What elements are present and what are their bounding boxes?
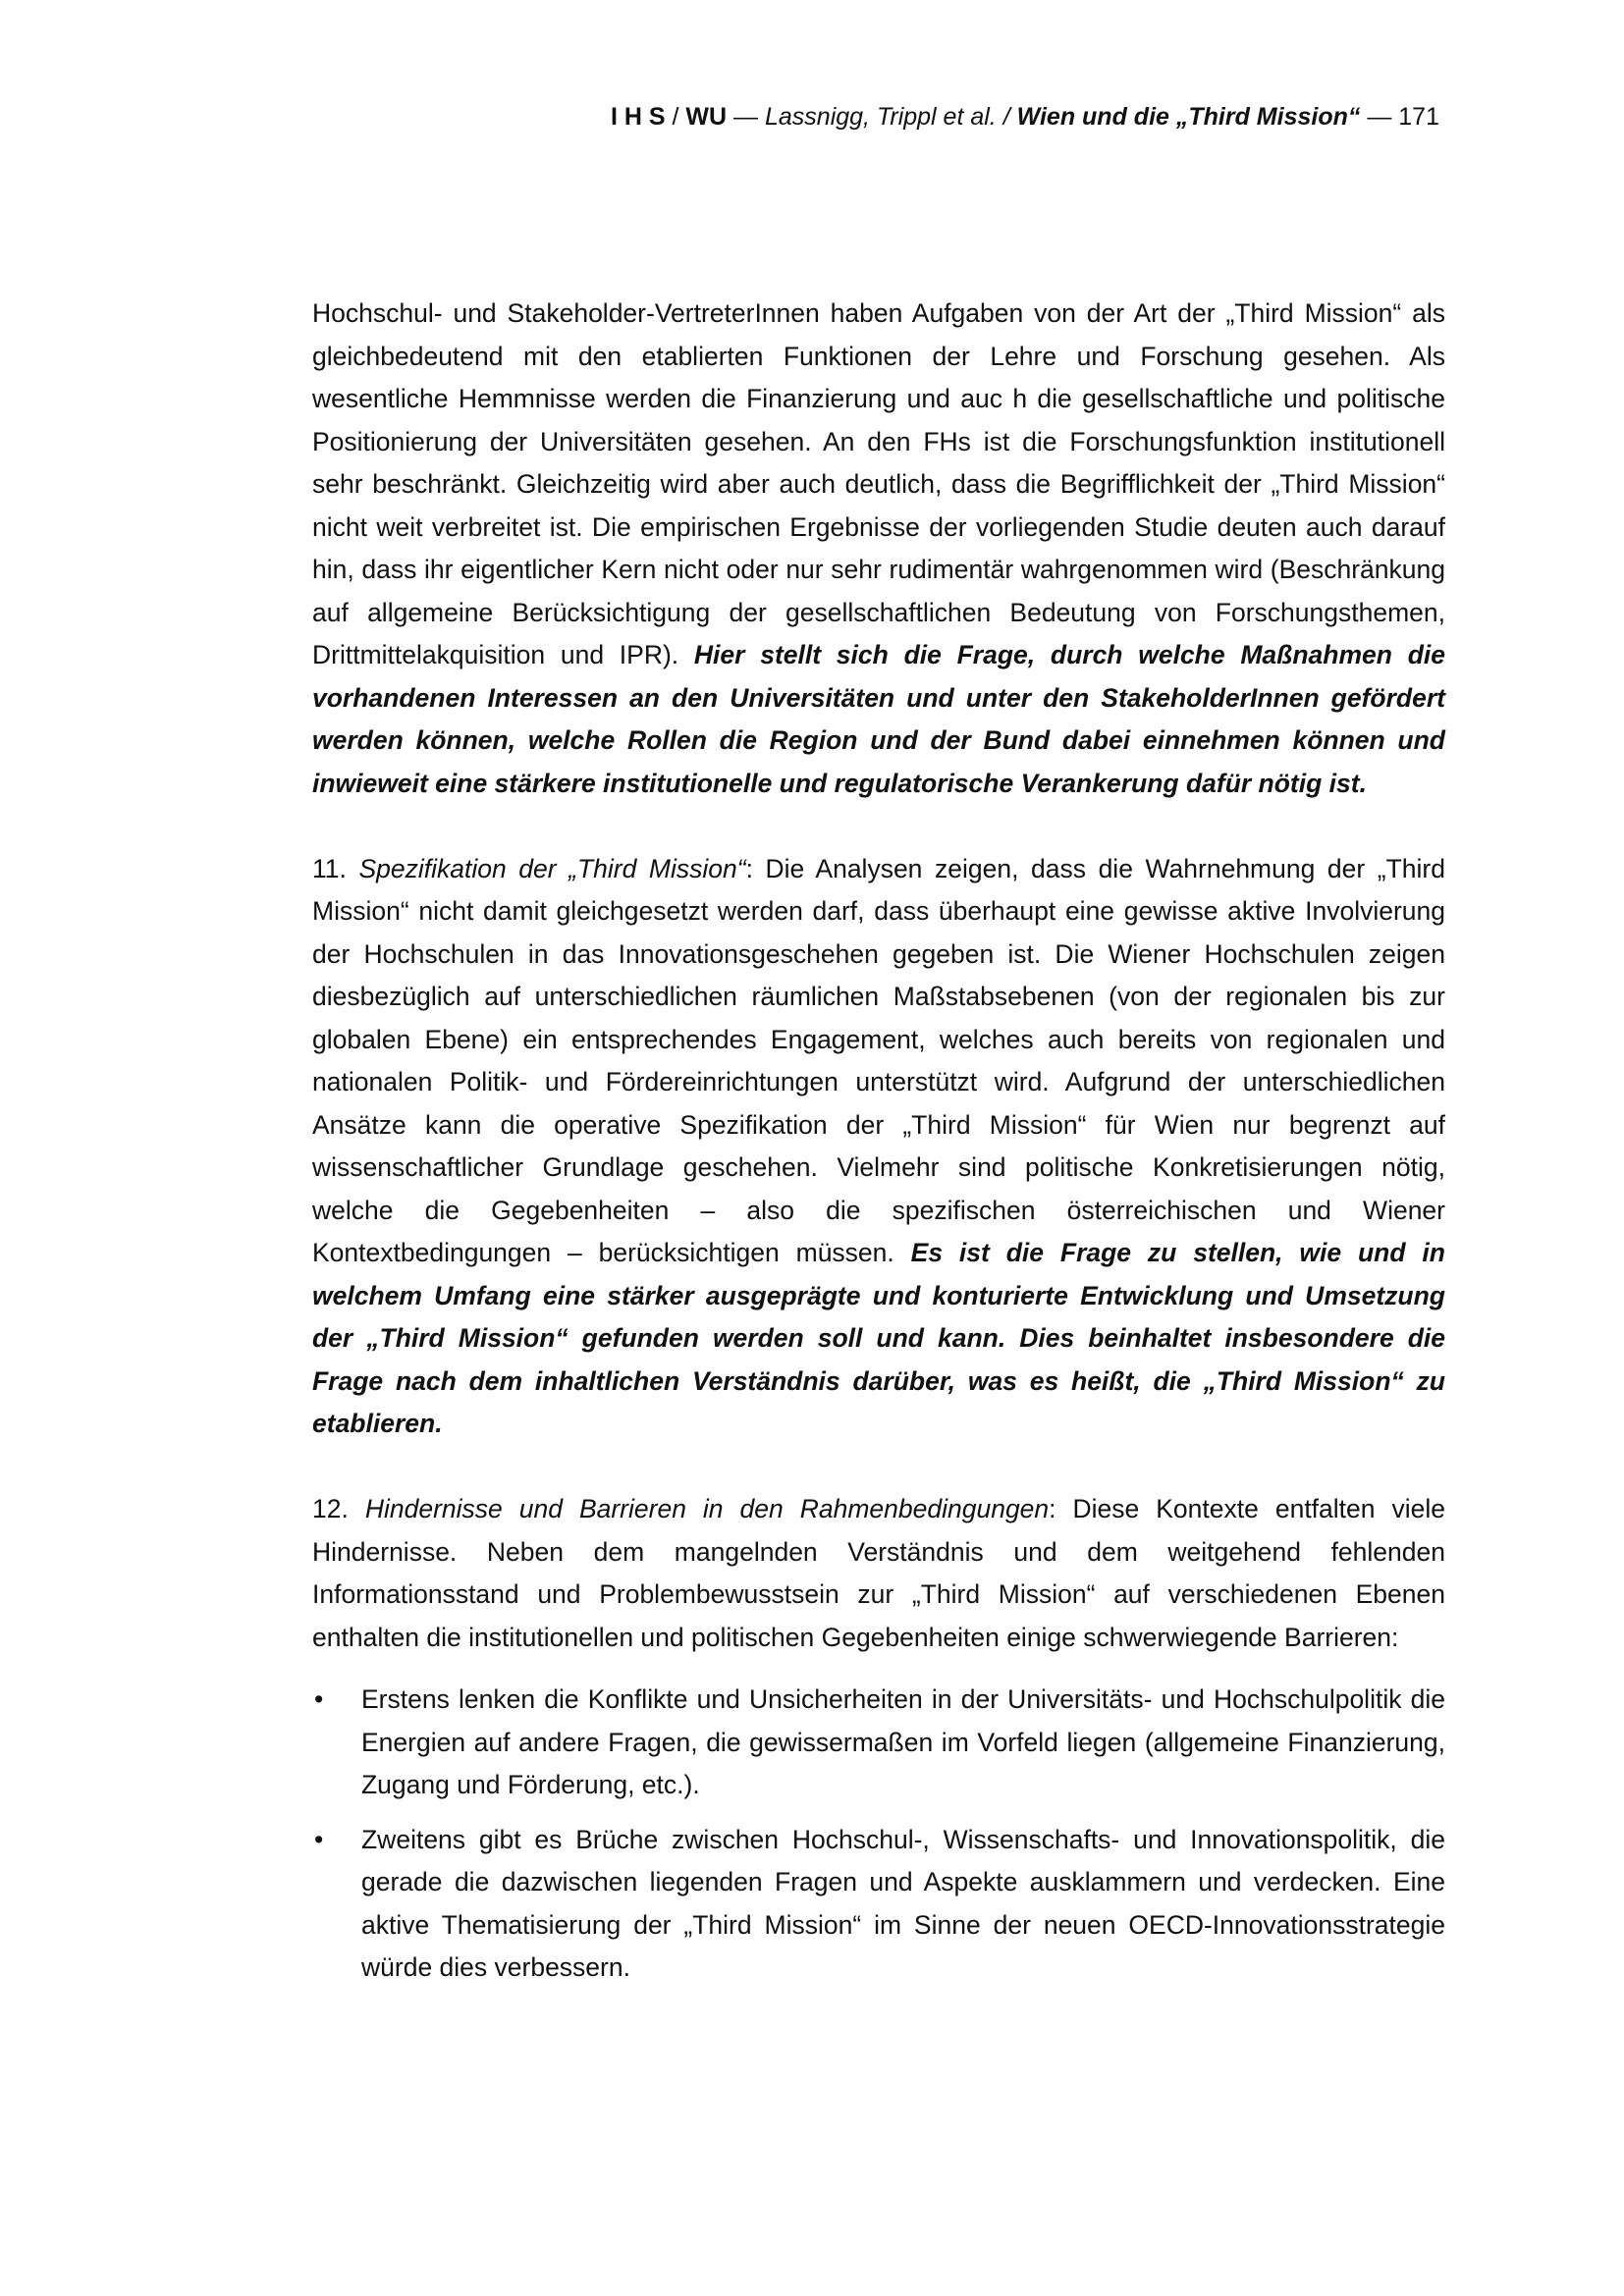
paragraph-12-heading: Hindernisse und Barrieren in den Rahmenbedingungen	[364, 1494, 1050, 1523]
paragraph-1	[312, 293, 1445, 805]
header-authors: Lassnigg, Trippl et al. /	[764, 103, 1017, 131]
list-item-text: Zweitens gibt es Brüche zwischen Hochschul-, Wissenschafts- und Innovationspolitik, die gerade die dazwischen liegenden Fragen und Aspekte ausklammern und verdecken. Eine aktive Thematisierung der „Third Mission“ im Sinne der neuen OECD-Innovationsstrategie würde dies verbessern.	[361, 1824, 1445, 1982]
list-item	[312, 1819, 1445, 1990]
paragraph-12-text: : Diese Kontexte entfalten viele Hindernisse. Neben dem mangelnden Verständnis und dem weitgehend fehlenden Informationsstand und Problembewusstsein zur „Third Mission“ auf verschiedenen Ebenen enthalten die institutionellen und politischen Gegebenheiten einige schwerwiegende Barrieren:	[312, 1494, 1445, 1652]
paragraph-1-text: Hochschul- und Stakeholder-VertreterInnen haben Aufgaben von der Art der „Third Mission“ als gleichbedeutend mit den etablierten Funktionen der Lehre und Forschung gesehen. Als wesentliche Hemmnisse werden die Finanzierung und auc h die gesellschaftliche und politische Positionierung der Universitäten gesehen. An den FHs ist die Forschungsfunktion institutionell sehr beschränkt. Gleichzeitig wird aber auch deutlich, dass die Begrifflichkeit der „Third Mission“ nicht weit verbreitet ist. Die empirischen Ergebnisse der vorliegenden Studie deuten auch darauf hin, dass ihr eigentlicher Kern nicht oder nur sehr rudimentär wahrgenommen wird (Beschränkung auf allgemeine Berücksichtigung der gesellschaftlichen Bedeutung von Forschungsthemen, Drittmittelakquisition und IPR).	[312, 298, 1445, 669]
body-text	[312, 293, 1445, 2002]
paragraph-12	[312, 1488, 1445, 1659]
header-org: I H S	[611, 103, 666, 131]
header-org2: WU	[685, 103, 728, 131]
paragraph-11-heading: Spezifikation der „Third Mission“	[358, 853, 746, 883]
paragraph-12-number: 12.	[312, 1494, 365, 1523]
page-number: 171	[1398, 103, 1439, 131]
header-separator: /	[665, 103, 686, 131]
header-title: Wien und die „Third Mission“	[1016, 103, 1361, 131]
list-item-text: Erstens lenken die Konflikte und Unsicherheiten in der Universitäts- und Hochschulpolitik die Energien auf andere Fragen, die gewissermaßen im Vorfeld liegen (allgemeine Finanzierung, Zugang und Förderung, etc.).	[361, 1684, 1445, 1799]
header-dash-2: —	[1360, 103, 1399, 131]
paragraph-11-emphasis: Es ist die Frage zu stellen, wie und in welchem Umfang eine stärker ausgeprägte und konturierte Entwicklung und Umsetzung der „Third Mission“ gefunden werden soll und kann. Dies beinhaltet insbesondere die Frage nach dem inhaltlichen Verständnis darüber, was es heißt, die „Third Mission“ zu etablieren.	[312, 1238, 1445, 1438]
barrier-list	[312, 1679, 1445, 1990]
paragraph-11	[312, 848, 1445, 1446]
list-item	[312, 1679, 1445, 1807]
running-header	[611, 100, 1439, 133]
bullet-icon: •	[314, 1824, 324, 1854]
bullet-icon: •	[314, 1684, 324, 1714]
paragraph-1-emphasis: Hier stellt sich die Frage, durch welche Maßnahmen die vorhandenen Interessen an den Universitäten und unter den StakeholderInnen gefördert werden können, welche Rollen die Region und der Bund dabei einnehmen können und inwieweit eine stärkere institutionelle und regulatorische Verankerung dafür nötig ist.	[312, 640, 1445, 798]
paragraph-11-number: 11.	[312, 853, 359, 883]
header-dash: —	[727, 103, 765, 131]
paragraph-11-text: : Die Analysen zeigen, dass die Wahrnehmung der „Third Mission“ nicht damit gleichgesetzt werden darf, dass überhaupt eine gewisse aktive Involvierung der Hochschulen in das Innovationsgeschehen gegeben ist. Die Wiener Hochschulen zeigen diesbezüglich auf unterschiedlichen räumlichen Maßstabsebenen (von der regionalen bis zur globalen Ebene) ein entsprechendes Engagement, welches auch bereits von regionalen und nationalen Politik- und Fördereinrichtungen unterstützt wird. Aufgrund der unterschiedlichen Ansätze kann die operative Spezifikation der „Third Mission“ für Wien nur begrenzt auf wissenschaftlicher Grundlage geschehen. Vielmehr sind politische Konkretisierungen nötig, welche die Gegebenheiten – also die spezifischen österreichischen und Wiener Kontextbedingungen – berücksichtigen müssen.	[312, 853, 1445, 1267]
